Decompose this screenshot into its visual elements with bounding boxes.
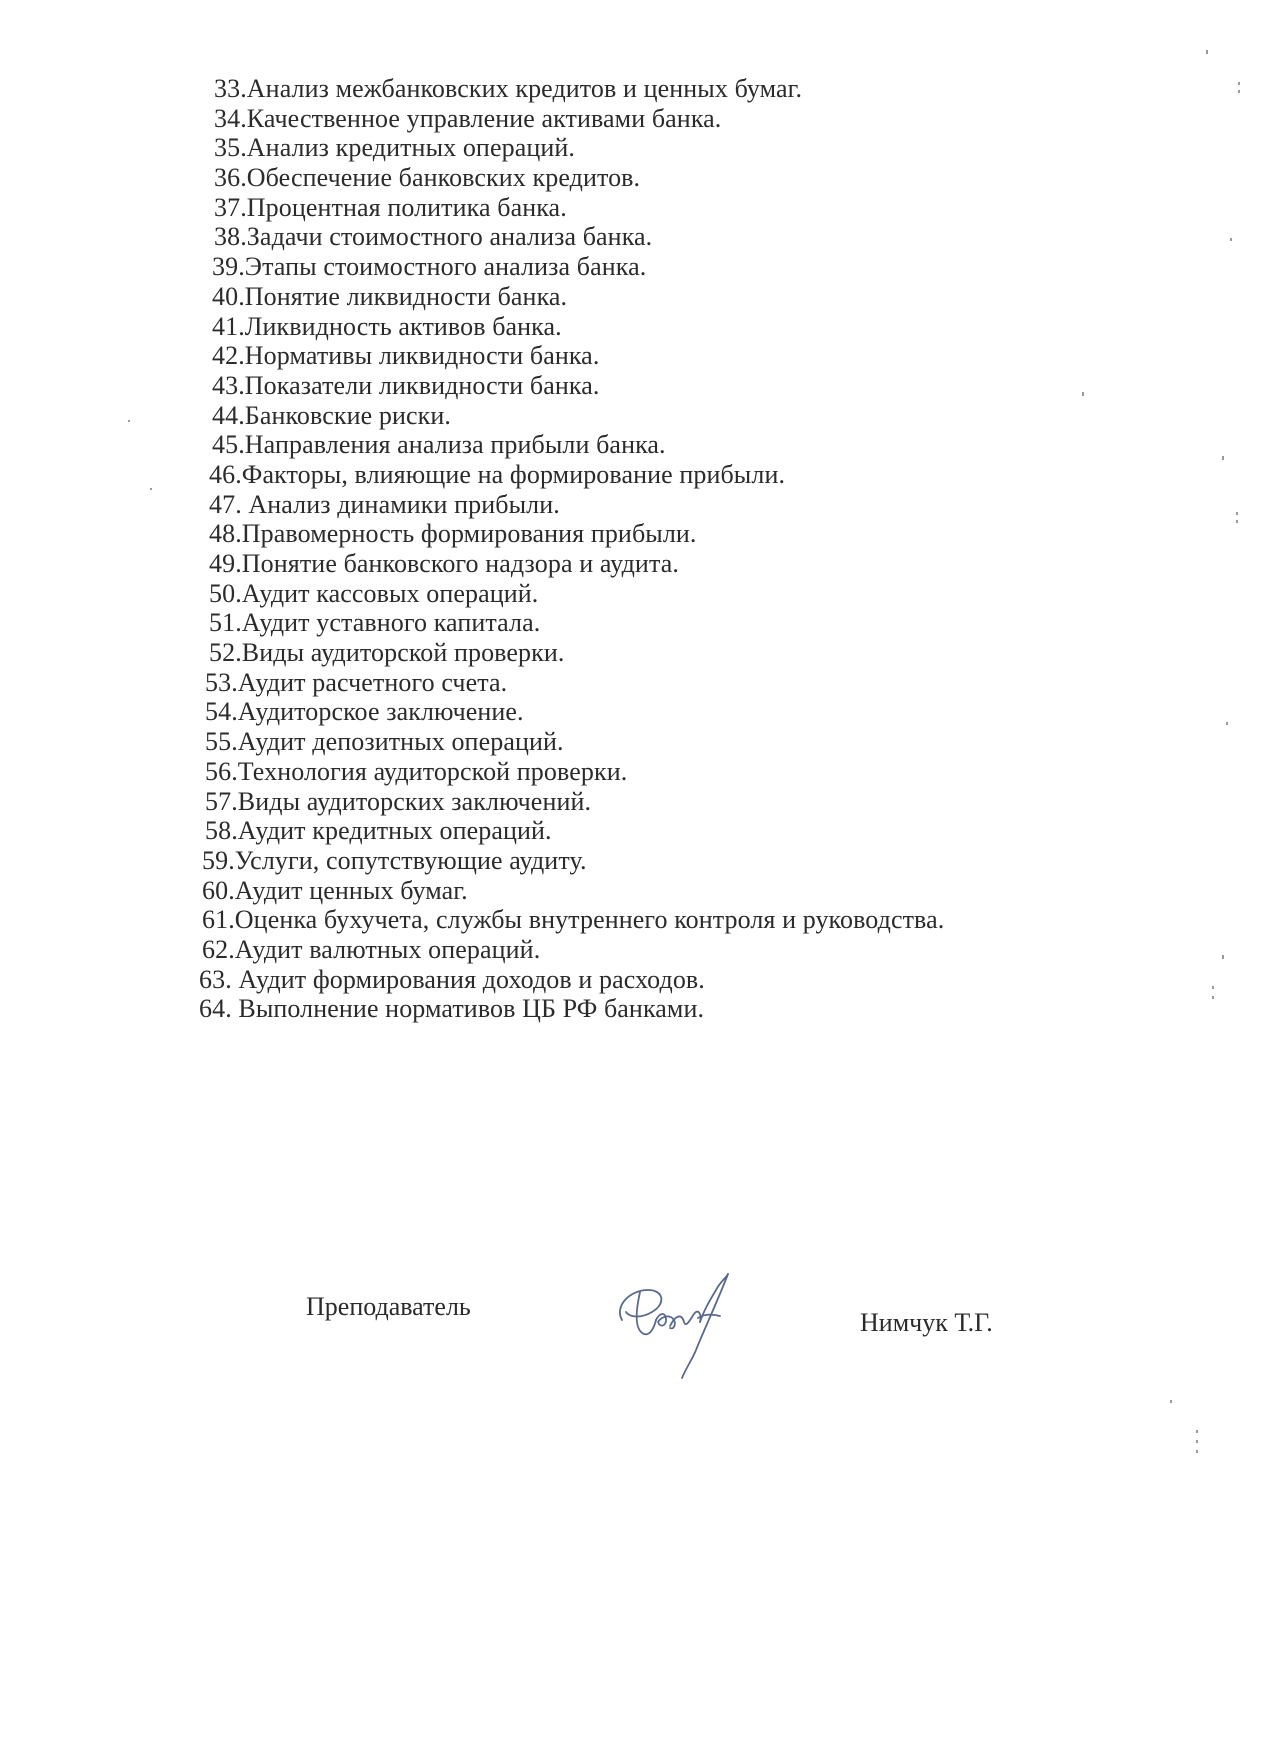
list-item: 35.Анализ кредитных операций. — [214, 133, 575, 163]
list-item: 64. Выполнение нормативов ЦБ РФ банками. — [199, 994, 705, 1024]
list-item: 63. Аудит формирования доходов и расходов. — [199, 964, 705, 994]
list-item: 62.Аудит валютных операций. — [202, 934, 541, 964]
list-item: 39.Этапы стоимостного анализа банка. — [212, 252, 647, 282]
list-item: 56.Технология аудиторской проверки. — [205, 756, 628, 786]
list-item: 46.Факторы, влияющие на формирование прибыли. — [209, 459, 786, 489]
list-item: 59.Услуги, сопутствующие аудиту. — [202, 845, 587, 875]
list-item: 34.Качественное управление активами банка. — [214, 103, 722, 133]
list-item: 52.Виды аудиторской проверки. — [209, 638, 565, 668]
list-item: 50.Аудит кассовых операций. — [209, 578, 539, 608]
list-item: 53.Аудит расчетного счета. — [205, 667, 508, 697]
list-item: 49.Понятие банковского надзора и аудита. — [209, 549, 679, 578]
list-item: 43.Показатели ликвидности банка. — [212, 370, 600, 400]
signature-block — [0, 1260, 1275, 1380]
list-item: 41.Ликвидность активов банка. — [212, 311, 562, 341]
list-item: 48.Правомерность формирования прибыли. — [209, 519, 697, 549]
list-item: 58.Аудит кредитных операций. — [205, 816, 552, 846]
list-item: 45.Направления анализа прибыли банка. — [212, 430, 666, 460]
list-item: 57.Виды аудиторских заключений. — [205, 786, 592, 816]
list-item: 38.Задачи стоимостного анализа банка. — [214, 222, 653, 252]
signer-role: Преподаватель — [306, 1292, 471, 1321]
question-list — [182, 74, 1182, 1024]
list-item: 40.Понятие ликвидности банка. — [212, 281, 568, 311]
list-item: 55.Аудит депозитных операций. — [205, 727, 564, 757]
list-item: 47. Анализ динамики прибыли. — [209, 489, 560, 519]
handwritten-signature-icon — [600, 1260, 760, 1380]
list-item: 42.Нормативы ликвидности банка. — [212, 341, 600, 371]
list-item: 36.Обеспечение банковских кредитов. — [214, 163, 641, 193]
list-item: 54.Аудиторское заключение. — [205, 697, 524, 727]
list-item: 44.Банковские риски. — [212, 400, 451, 430]
list-item: 33.Анализ межбанковских кредитов и ценных бумаг. — [214, 74, 803, 103]
list-item: 60.Аудит ценных бумаг. — [202, 875, 468, 905]
list-item: 37.Процентная политика банка. — [214, 192, 567, 222]
list-item: 61.Оценка бухучета, службы внутреннего контроля и руководства. — [202, 905, 945, 935]
list-item: 51.Аудит уставного капитала. — [209, 608, 541, 638]
signer-name: Нимчук Т.Г. — [860, 1308, 993, 1337]
